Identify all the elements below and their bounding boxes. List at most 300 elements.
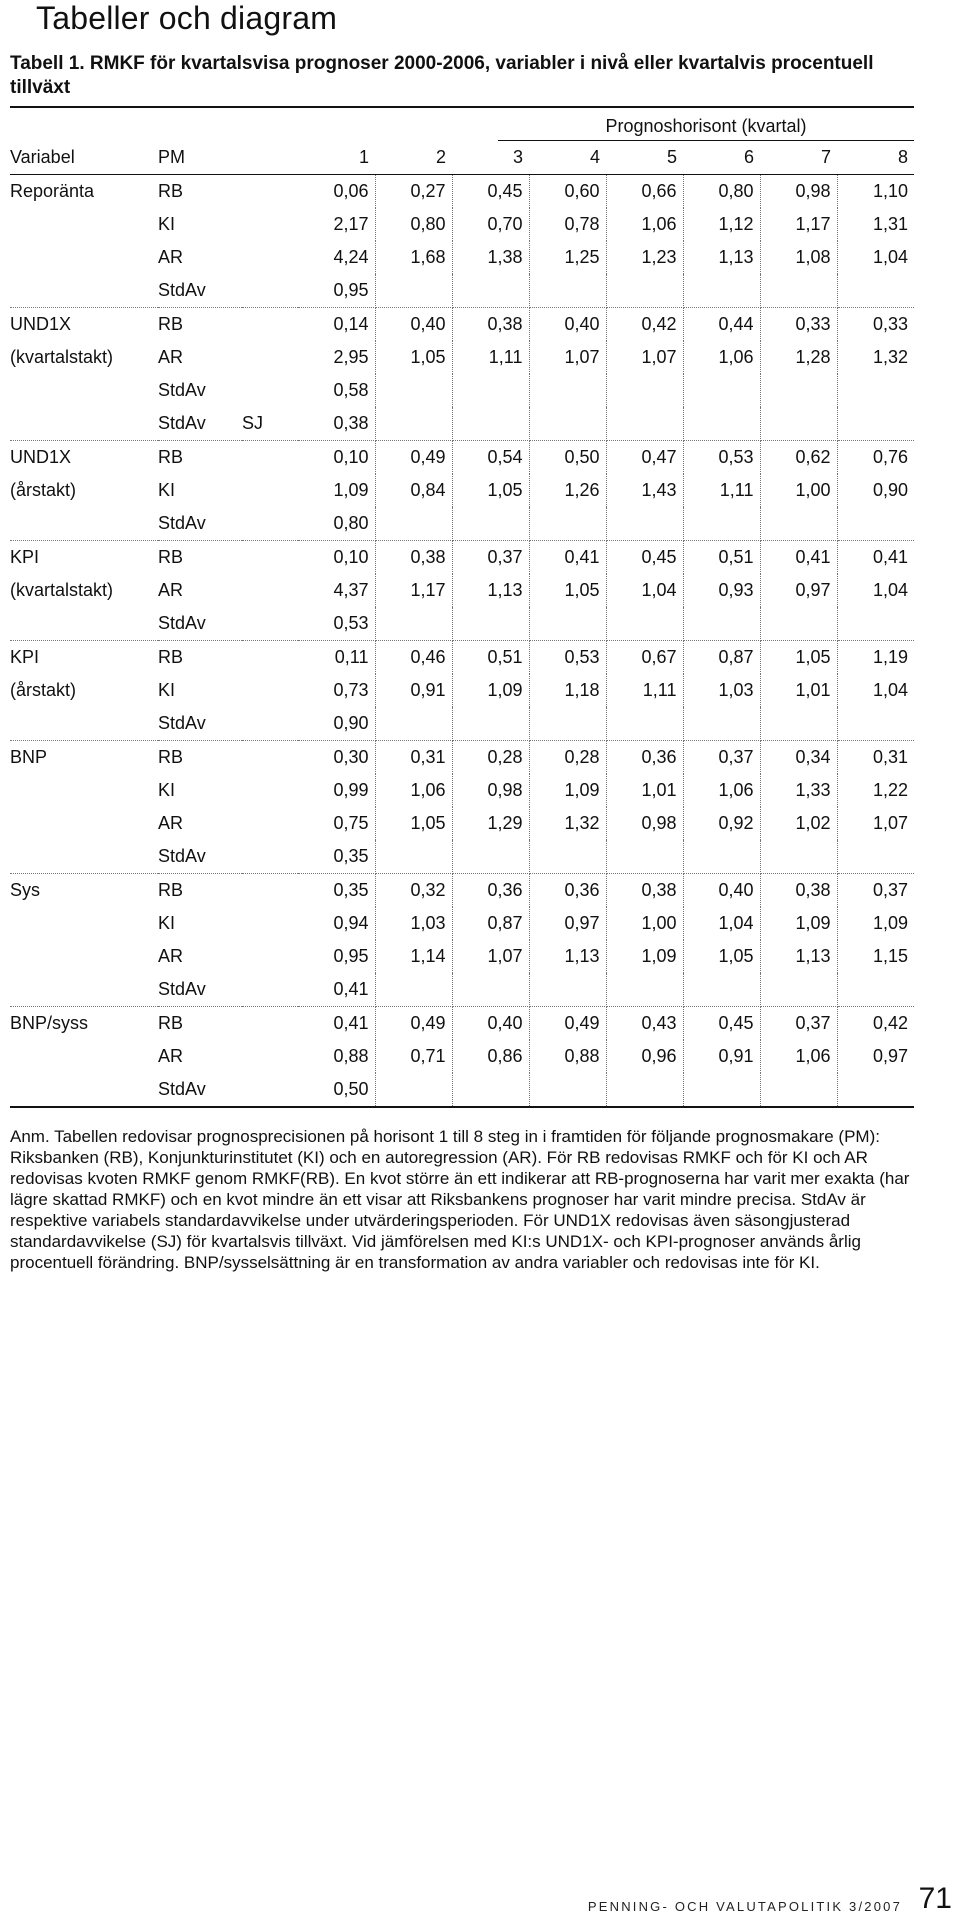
cell-value: 1,05 [760, 641, 837, 675]
cell-value: 1,13 [760, 940, 837, 973]
cell-pm: StdAv [158, 607, 242, 641]
cell-value [452, 840, 529, 874]
cell-variable [10, 774, 158, 807]
cell-value: 1,11 [683, 474, 760, 507]
cell-value [529, 607, 606, 641]
cell-variable: KPI [10, 647, 40, 667]
cell-value: 0,96 [606, 1040, 683, 1073]
cell-sj [242, 374, 298, 407]
cell-pm: StdAv [158, 407, 242, 441]
table-row [10, 641, 914, 675]
cell-value: 0,86 [452, 1040, 529, 1073]
cell-value: 1,25 [529, 241, 606, 274]
cell-value: 0,51 [683, 541, 760, 575]
cell-value [760, 840, 837, 874]
cell-value [837, 1073, 914, 1107]
cell-variable: (årstakt) [10, 480, 77, 500]
cell-value [452, 407, 529, 441]
cell-pm: KI [158, 913, 176, 933]
cell-value: 1,05 [375, 807, 452, 840]
cell-pm: StdAv [158, 1073, 242, 1107]
cell-value [375, 707, 452, 741]
cell-value: 1,17 [760, 208, 837, 241]
cell-value: 1,02 [760, 807, 837, 840]
cell-value: 0,10 [298, 441, 375, 475]
cell-value: 0,49 [375, 1007, 452, 1041]
cell-value [837, 407, 914, 441]
table-row [10, 774, 914, 807]
cell-value: 1,29 [452, 807, 529, 840]
cell-sj [242, 674, 298, 707]
cell-value: 1,06 [683, 341, 760, 374]
cell-value: 1,12 [683, 208, 760, 241]
cell-sj [242, 1073, 298, 1107]
cell-value: 0,42 [872, 1013, 908, 1033]
cell-value [837, 707, 914, 741]
cell-value [683, 1073, 760, 1107]
column-header-horizon: 2 [435, 147, 446, 167]
cell-value: 0,41 [529, 541, 606, 575]
cell-pm: AR [158, 580, 184, 600]
cell-value: 1,04 [606, 574, 683, 607]
cell-value: 1,07 [452, 940, 529, 973]
cell-pm: RB [158, 314, 184, 334]
cell-variable: BNP [10, 747, 48, 767]
cell-value: 0,33 [760, 308, 837, 342]
cell-value: 0,95 [298, 274, 375, 308]
cell-value: 0,50 [529, 441, 606, 475]
cell-value: 0,97 [529, 907, 606, 940]
cell-value: 1,03 [683, 674, 760, 707]
cell-value: 1,32 [872, 347, 908, 367]
cell-value: 1,05 [375, 341, 452, 374]
cell-value: 0,36 [529, 874, 606, 908]
table-row [10, 374, 914, 407]
cell-sj [242, 574, 298, 607]
cell-value: 0,42 [606, 308, 683, 342]
cell-sj [242, 308, 298, 342]
cell-value: 0,50 [298, 1073, 375, 1107]
cell-value [683, 707, 760, 741]
cell-pm: KI [158, 780, 176, 800]
cell-value: 0,88 [298, 1040, 375, 1073]
column-header-horizon: 5 [666, 147, 677, 167]
table-row [10, 274, 914, 308]
table-row [10, 674, 914, 707]
cell-value [760, 707, 837, 741]
cell-value: 0,98 [606, 807, 683, 840]
cell-value: 0,80 [683, 175, 760, 209]
cell-value [760, 507, 837, 541]
cell-pm: StdAv [158, 380, 206, 400]
cell-value: 1,11 [452, 341, 529, 374]
cell-value: 1,68 [375, 241, 452, 274]
cell-value: 4,37 [298, 574, 375, 607]
column-header-horizon: 7 [820, 147, 831, 167]
cell-value: 0,37 [452, 541, 529, 575]
cell-value: 1,15 [872, 946, 908, 966]
cell-sj [242, 940, 298, 973]
cell-value: 0,38 [760, 874, 837, 908]
cell-value: 0,98 [452, 774, 529, 807]
column-header-horizon: 1 [358, 147, 369, 167]
cell-value: 0,31 [872, 747, 908, 767]
cell-value: 0,60 [529, 175, 606, 209]
cell-value: 1,13 [683, 241, 760, 274]
cell-value: 0,10 [298, 541, 375, 575]
cell-value: 1,09 [872, 913, 908, 933]
cell-value: 0,76 [872, 447, 908, 467]
cell-sj [242, 474, 298, 507]
column-header-horizon: 4 [589, 147, 600, 167]
table-row [10, 574, 914, 607]
cell-value: 1,32 [529, 807, 606, 840]
cell-value [375, 607, 452, 641]
cell-value: 0,49 [375, 441, 452, 475]
table-row [10, 341, 914, 374]
cell-value [760, 274, 837, 308]
cell-variable [10, 241, 158, 274]
cell-value: 0,91 [375, 674, 452, 707]
cell-value [452, 1073, 529, 1107]
cell-value: 0,87 [683, 641, 760, 675]
table-caption: Tabell 1. RMKF för kvartalsvisa prognoser 2000-2006, variabler i nivå eller kvartalvis procentuell tillväxt [10, 53, 874, 98]
cell-value: 1,09 [760, 907, 837, 940]
cell-value [375, 973, 452, 1007]
cell-value [606, 1073, 683, 1107]
cell-pm: RB [158, 747, 184, 767]
cell-sj [242, 707, 298, 741]
cell-variable [10, 707, 158, 741]
cell-value [529, 1073, 606, 1107]
cell-value: 1,38 [452, 241, 529, 274]
forecast-table [10, 106, 914, 1108]
cell-value [375, 374, 452, 407]
cell-sj [242, 541, 298, 575]
cell-value [683, 274, 760, 308]
table-row [10, 607, 914, 641]
cell-value: 1,04 [683, 907, 760, 940]
cell-value: 0,67 [606, 641, 683, 675]
cell-variable [10, 607, 158, 641]
cell-value [375, 507, 452, 541]
cell-value: 1,01 [760, 674, 837, 707]
cell-value [837, 507, 914, 541]
cell-variable: UND1X [10, 447, 72, 467]
cell-pm: KI [158, 680, 176, 700]
cell-value: 0,28 [529, 741, 606, 775]
table-row [10, 407, 914, 441]
cell-value: 1,14 [375, 940, 452, 973]
cell-value [683, 840, 760, 874]
cell-variable: UND1X [10, 314, 72, 334]
cell-value: 1,05 [683, 940, 760, 973]
cell-variable: (årstakt) [10, 680, 77, 700]
cell-value: 0,40 [452, 1007, 529, 1041]
table-row [10, 1073, 914, 1107]
cell-value: 0,53 [298, 607, 375, 641]
cell-value: 0,32 [375, 874, 452, 908]
cell-value: 0,40 [375, 308, 452, 342]
table-row [10, 840, 914, 874]
cell-value: 0,44 [683, 308, 760, 342]
cell-value: 0,41 [298, 1007, 375, 1041]
cell-value: 0,45 [452, 175, 529, 209]
cell-value [837, 607, 914, 641]
cell-value: 0,40 [529, 308, 606, 342]
table-row [10, 707, 914, 741]
cell-pm: RB [158, 447, 184, 467]
cell-sj [242, 1040, 298, 1073]
cell-value [683, 607, 760, 641]
cell-value [452, 374, 529, 407]
cell-value: 0,62 [760, 441, 837, 475]
cell-value [683, 374, 760, 407]
cell-sj [242, 241, 298, 274]
cell-sj [242, 175, 298, 209]
table-row [10, 241, 914, 274]
cell-variable [10, 973, 158, 1007]
cell-sj [242, 641, 298, 675]
cell-value: 0,49 [529, 1007, 606, 1041]
cell-value: 0,95 [298, 940, 375, 973]
cell-variable [10, 1040, 158, 1073]
cell-variable: Sys [10, 880, 41, 900]
cell-sj [242, 1007, 298, 1041]
cell-pm: KI [158, 214, 176, 234]
cell-value [452, 707, 529, 741]
cell-value: 1,06 [760, 1040, 837, 1073]
cell-value: 1,17 [375, 574, 452, 607]
cell-sj [242, 874, 298, 908]
cell-value [760, 607, 837, 641]
table-row [10, 741, 914, 775]
cell-value [452, 973, 529, 1007]
cell-value: 1,09 [606, 940, 683, 973]
cell-variable: KPI [10, 547, 40, 567]
cell-value: 0,94 [298, 907, 375, 940]
cell-value: 1,26 [529, 474, 606, 507]
cell-value: 0,88 [529, 1040, 606, 1073]
cell-value [375, 840, 452, 874]
cell-value: 1,31 [872, 214, 908, 234]
cell-value [606, 840, 683, 874]
cell-value [606, 407, 683, 441]
cell-sj [242, 807, 298, 840]
cell-variable [10, 840, 158, 874]
cell-sj [242, 507, 298, 541]
cell-value [760, 407, 837, 441]
table-row [10, 441, 914, 475]
cell-value: 0,36 [452, 874, 529, 908]
cell-value: 1,10 [872, 181, 908, 201]
cell-value: 0,37 [872, 880, 908, 900]
cell-value [606, 507, 683, 541]
cell-value: 0,31 [375, 741, 452, 775]
cell-value [375, 274, 452, 308]
cell-value: 1,09 [452, 674, 529, 707]
cell-pm: StdAv [158, 973, 242, 1007]
cell-value: 1,00 [606, 907, 683, 940]
cell-value: 0,90 [298, 707, 375, 741]
cell-pm: RB [158, 647, 184, 667]
cell-sj [242, 973, 298, 1007]
table-row [10, 874, 914, 908]
cell-value: 0,70 [452, 208, 529, 241]
cell-value: 0,66 [606, 175, 683, 209]
cell-value: 0,34 [760, 741, 837, 775]
cell-value: 2,95 [298, 341, 375, 374]
cell-value [375, 1073, 452, 1107]
cell-sj [242, 907, 298, 940]
table-row [10, 973, 914, 1007]
cell-pm: KI [158, 480, 176, 500]
cell-variable [10, 1073, 158, 1107]
cell-value: 1,04 [872, 680, 908, 700]
column-header-horizon: 6 [743, 147, 754, 167]
column-header-variable: Variabel [10, 147, 75, 167]
cell-value [529, 707, 606, 741]
cell-value: 0,33 [872, 314, 908, 334]
cell-value: 1,23 [606, 241, 683, 274]
cell-value: 0,80 [298, 507, 375, 541]
cell-sj [242, 441, 298, 475]
cell-value: 4,24 [298, 241, 375, 274]
cell-value: 0,28 [452, 741, 529, 775]
cell-value: 1,07 [529, 341, 606, 374]
table-row [10, 474, 914, 507]
cell-value [837, 840, 914, 874]
cell-pm: StdAv [158, 507, 242, 541]
cell-pm: RB [158, 547, 184, 567]
cell-value [683, 407, 760, 441]
cell-value: 0,41 [298, 973, 375, 1007]
cell-value: 0,53 [529, 641, 606, 675]
table-row [10, 541, 914, 575]
table-row [10, 208, 914, 241]
cell-value: 0,45 [683, 1007, 760, 1041]
cell-value [606, 374, 683, 407]
cell-value: 0,54 [452, 441, 529, 475]
cell-value: 0,45 [606, 541, 683, 575]
cell-value: 0,37 [683, 741, 760, 775]
cell-value [529, 507, 606, 541]
cell-variable [10, 374, 158, 407]
cell-value [837, 973, 914, 1007]
cell-value: 0,75 [298, 807, 375, 840]
cell-value: 1,06 [606, 208, 683, 241]
table-row [10, 1007, 914, 1041]
cell-value [452, 607, 529, 641]
cell-value: 0,51 [452, 641, 529, 675]
cell-sj [242, 274, 298, 308]
cell-pm: AR [158, 347, 184, 367]
cell-value: 0,38 [298, 407, 375, 441]
cell-value: 1,13 [529, 940, 606, 973]
cell-value: 0,35 [298, 874, 375, 908]
cell-value: 0,90 [872, 480, 908, 500]
cell-value: 0,14 [298, 308, 375, 342]
column-header-horizon: 3 [512, 147, 523, 167]
cell-pm: RB [158, 181, 184, 201]
cell-value: 0,73 [298, 674, 375, 707]
cell-value: 1,05 [529, 574, 606, 607]
cell-value: 0,38 [375, 541, 452, 575]
cell-value: 1,08 [760, 241, 837, 274]
cell-pm: AR [158, 247, 184, 267]
page-footer: PENNING- OCH VALUTAPOLITIK 3/2007 [587, 1899, 902, 1914]
cell-value: 2,17 [298, 208, 375, 241]
cell-value: 1,07 [872, 813, 908, 833]
column-header-sj [242, 141, 298, 175]
cell-value: 0,71 [375, 1040, 452, 1073]
cell-pm: AR [158, 813, 184, 833]
cell-value: 0,37 [760, 1007, 837, 1041]
cell-value: 1,07 [606, 341, 683, 374]
horizon-header [10, 108, 914, 141]
cell-value: 0,36 [606, 741, 683, 775]
cell-value [760, 374, 837, 407]
cell-value: 0,97 [872, 1046, 908, 1066]
cell-value: 0,91 [683, 1040, 760, 1073]
page-heading: Tabeller och diagram [36, 0, 338, 36]
cell-value: 0,84 [375, 474, 452, 507]
cell-value: 0,58 [298, 374, 375, 407]
cell-value: 1,28 [760, 341, 837, 374]
cell-value: 0,40 [683, 874, 760, 908]
cell-variable: (kvartalstakt) [10, 580, 114, 600]
cell-value: 0,47 [606, 441, 683, 475]
cell-value: 0,27 [375, 175, 452, 209]
cell-value: 0,78 [529, 208, 606, 241]
cell-value: 0,30 [298, 741, 375, 775]
cell-value: 1,09 [529, 774, 606, 807]
cell-variable [10, 208, 158, 241]
cell-value: 1,01 [606, 774, 683, 807]
cell-value [452, 507, 529, 541]
cell-value: 0,80 [375, 208, 452, 241]
cell-pm: StdAv [158, 274, 242, 308]
cell-value: 0,93 [683, 574, 760, 607]
cell-value [606, 274, 683, 308]
cell-value [529, 374, 606, 407]
cell-value: 0,38 [452, 308, 529, 342]
cell-value [529, 274, 606, 308]
table-row [10, 907, 914, 940]
horizon-label: Prognoshorisont (kvartal) [605, 116, 807, 136]
cell-value: 1,05 [452, 474, 529, 507]
table-row [10, 807, 914, 840]
cell-value [837, 274, 914, 308]
cell-value: 0,11 [298, 641, 375, 675]
cell-value: 0,53 [683, 441, 760, 475]
cell-value: 0,92 [683, 807, 760, 840]
cell-value: 1,06 [683, 774, 760, 807]
cell-value: 0,41 [872, 547, 908, 567]
cell-value: 1,06 [375, 774, 452, 807]
cell-sj [242, 774, 298, 807]
cell-variable [10, 907, 158, 940]
cell-value: 0,99 [298, 774, 375, 807]
cell-value: 1,18 [529, 674, 606, 707]
table-row [10, 940, 914, 973]
cell-sj [242, 208, 298, 241]
cell-variable: Reporänta [10, 181, 95, 201]
cell-value: 0,35 [298, 840, 375, 874]
cell-value: 1,04 [872, 247, 908, 267]
cell-pm: StdAv [158, 707, 242, 741]
cell-value: 1,13 [452, 574, 529, 607]
